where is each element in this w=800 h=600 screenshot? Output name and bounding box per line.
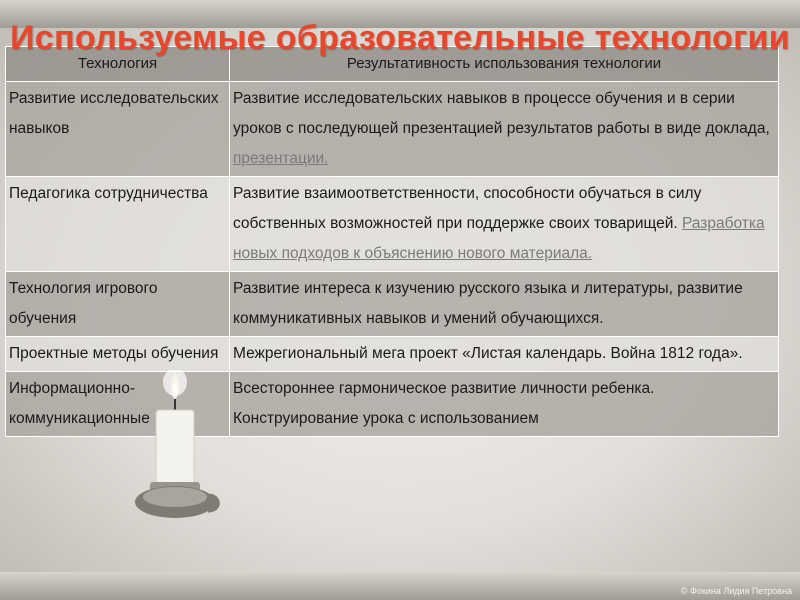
result-cell: Всестороннее гармоническое развитие личности ребенка. Конструирование урока с использованием <box>230 372 779 437</box>
result-cell: Развитие интереса к изучению русского языка и литературы, развитие коммуникативных навыков и умений обучающихся. <box>230 272 779 337</box>
presentation-link[interactable]: презентации. <box>233 150 329 167</box>
result-text: Развитие взаимоответственности, способности обучаться в силу собственных возможностей при поддержке своих товарищей. <box>233 185 702 232</box>
table-row <box>6 372 779 437</box>
table-row <box>6 177 779 272</box>
slide-title: Используемые образовательные технологии <box>10 19 790 57</box>
technology-table <box>5 46 779 437</box>
table-row <box>6 337 779 372</box>
candle-icon <box>130 370 220 535</box>
table-row <box>6 82 779 177</box>
technology-cell: Информационно-коммуникационные <box>6 372 230 437</box>
technology-cell: Технология игрового обучения <box>6 272 230 337</box>
technology-cell: Развитие исследовательских навыков <box>6 82 230 177</box>
watermark: © Фокина Лидия Петровна <box>680 586 792 596</box>
result-text: Развитие исследовательских навыков в процессе обучения и в серии уроков с последующей презентацией результатов работы в виде доклада, <box>233 90 770 137</box>
new-approaches-link[interactable]: Разработка новых подходов к объяснению нового материала. <box>233 215 765 262</box>
header-result: Результативность использования технологии <box>230 47 779 82</box>
technology-cell: Проектные методы обучения <box>6 337 230 372</box>
result-cell: Межрегиональный мега проект «Листая календарь. Война 1812 года». <box>230 337 779 372</box>
result-cell <box>230 82 779 177</box>
result-cell <box>230 177 779 272</box>
technology-cell: Педагогика сотрудничества <box>6 177 230 272</box>
header-technology: Технология <box>6 47 230 82</box>
table-row <box>6 272 779 337</box>
